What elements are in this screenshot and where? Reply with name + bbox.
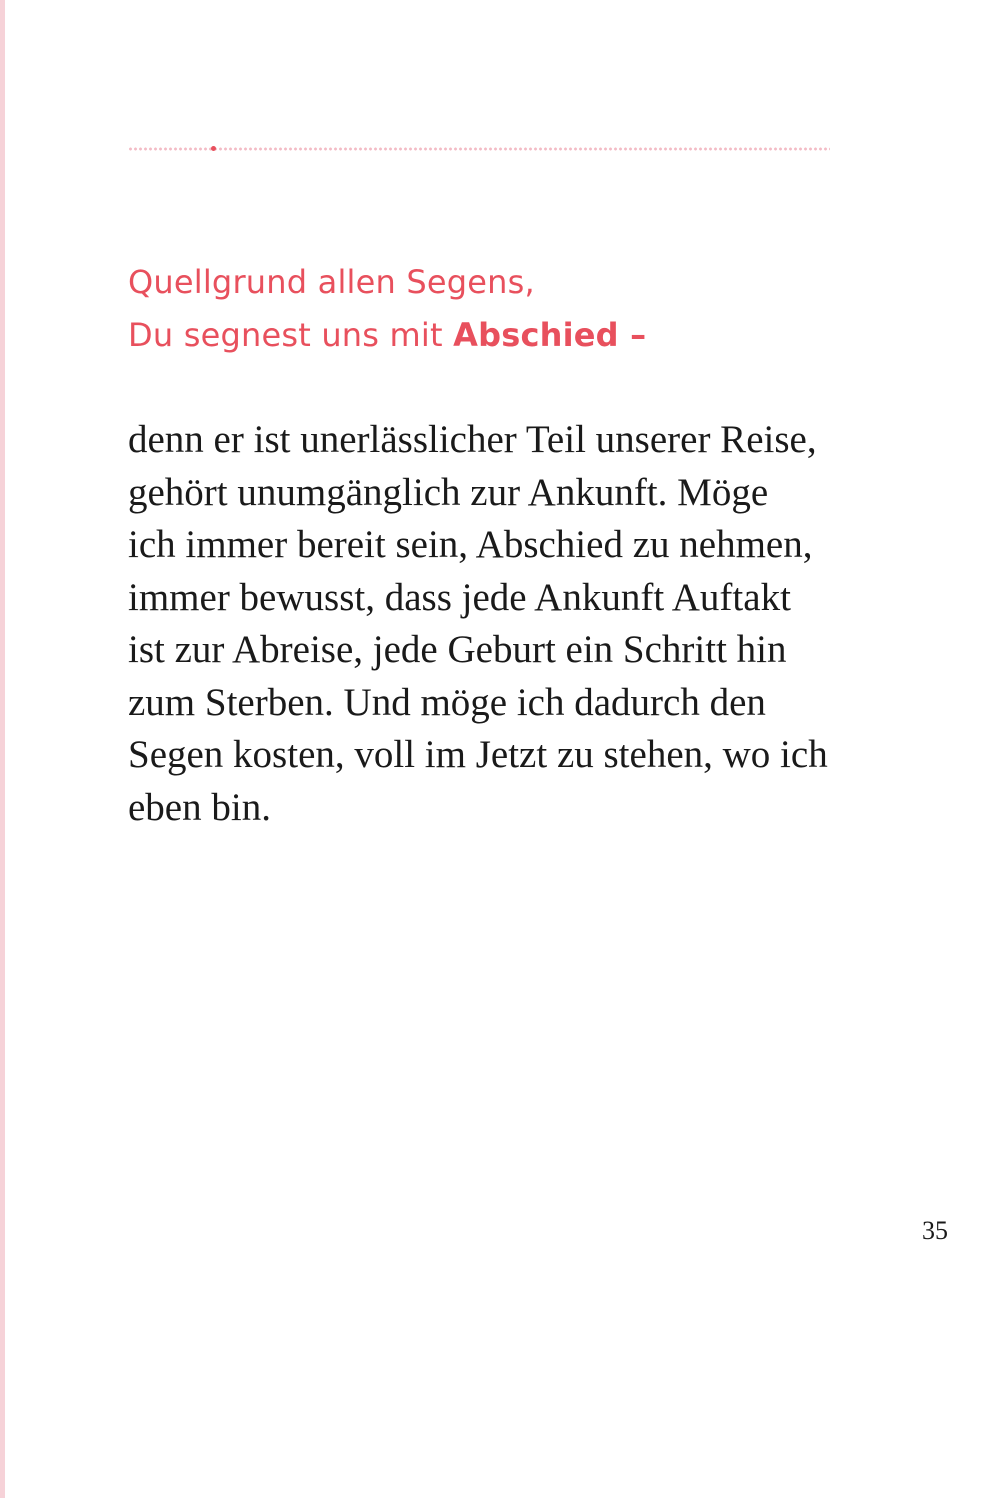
body-line: eben bin. [128, 785, 271, 829]
page-edge-line [0, 0, 5, 1498]
body-line: zum Sterben. Und möge ich dadurch den [128, 680, 766, 724]
body-line: ist zur Abreise, jede Geburt ein Schritt hin [128, 628, 787, 671]
page-number: 35 [922, 1216, 948, 1245]
body-line: Segen kosten, voll im Jetzt zu stehen, wo ich [128, 733, 828, 776]
body-line: immer bewusst, dass jede Ankunft Auftakt [128, 575, 791, 619]
heading-line-1: Quellgrund allen Segens, [128, 263, 535, 301]
body-line: ich immer bereit sein, Abschied zu nehmen, [128, 523, 813, 566]
body-line: denn er ist unerlässlicher Teil unserer Reise, [128, 418, 817, 461]
body-paragraph [128, 414, 848, 834]
heading-line-2-prefix: Du segnest uns mit [128, 316, 454, 354]
heading-line-2-bold: Abschied – [453, 316, 647, 354]
dot-marker [211, 146, 216, 151]
heading-line-2 [128, 309, 848, 362]
body-line: gehört unumgänglich zur Ankunft. Möge [128, 470, 769, 514]
dotted-rule [128, 147, 830, 151]
blessing-heading [128, 256, 848, 362]
